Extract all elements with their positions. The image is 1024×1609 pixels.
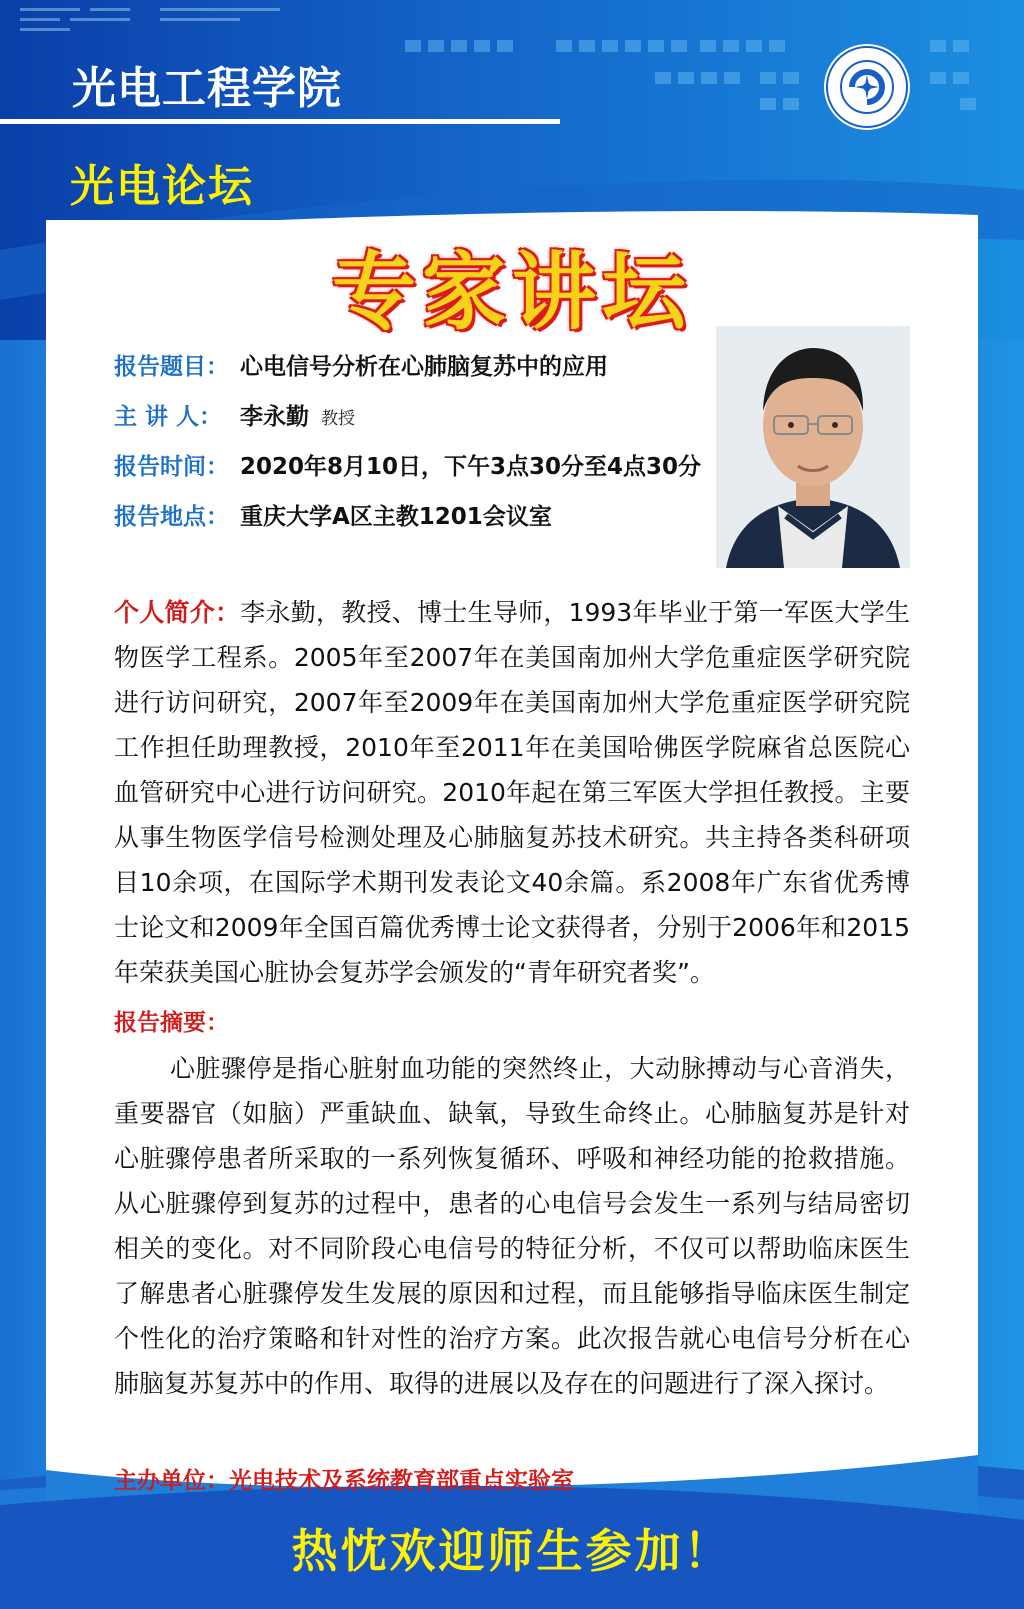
info-row-place <box>114 498 701 548</box>
place-value: 重庆大学A区主教1201会议室 <box>240 504 552 530</box>
topic-value: 心电信号分析在心肺脑复苏中的应用 <box>240 354 608 380</box>
speaker-value: 李永勤 <box>240 404 309 430</box>
bio-text: 李永勤，教授、博士生导师，1993年毕业于第一军医大学生物医学工程系。2005年至2007年在美国南加州大学危重症医学研究院进行访问研究，2007年至2009年在美国南加州大学危重症医学研究院工作担任助理教授，2010年至2011年在美国哈佛医学院麻省总医院心血管研究中心进行访问研究。2010年起在第三军医大学担任教授。主要从事生物医学信号检测处理及心肺脑复苏技术研究。共主持各类科研项目10余项，在国际学术期刊发表论文40余篇。系2008年广东省优秀博士论文和2009年全国百篇优秀博士论文获得者，分别于2006年和2015年荣获美国心脏协会复苏学会颁发的“青年研究者奖”。 <box>114 598 910 987</box>
host-name: 光电技术及系统教育部重点实验室 <box>229 1468 574 1494</box>
info-row-topic <box>114 348 701 398</box>
time-label: 报告时间： <box>114 454 229 480</box>
header-divider <box>0 119 560 124</box>
time-value: 2020年8月10日，下午3点30分至4点30分 <box>240 454 702 480</box>
host-label: 主办单位： <box>114 1468 229 1494</box>
abstract-label: 报告摘要： <box>114 1010 229 1036</box>
topic-label: 报告题目： <box>114 354 229 380</box>
speaker-portrait-icon <box>716 326 910 568</box>
welcome-message: 热忱欢迎师生参加！ <box>291 1524 733 1578</box>
place-label: 报告地点： <box>114 504 229 530</box>
forum-name: 光电论坛 <box>70 161 254 212</box>
host-line <box>114 1462 574 1495</box>
college-seal-icon <box>822 42 912 132</box>
page-title: 专家讲坛 <box>331 242 692 341</box>
speaker-title: 教授 <box>321 409 355 429</box>
info-row-time <box>114 448 701 498</box>
speaker-label: 主 讲 人： <box>114 404 223 430</box>
bio-label: 个人简介： <box>114 598 241 627</box>
bio-section <box>114 590 910 995</box>
department-name: 光电工程学院 <box>72 63 342 114</box>
info-row-speaker <box>114 398 701 448</box>
speaker-photo <box>716 326 910 568</box>
abstract-text: 心脏骤停是指心脏射血功能的突然终止，大动脉搏动与心音消失，重要器官（如脑）严重缺血、缺氧，导致生命终止。心肺脑复苏是针对心脏骤停患者所采取的一系列恢复循环、呼吸和神经功能的抢救措施。从心脏骤停到复苏的过程中，患者的心电信号会发生一系列与结局密切相关的变化。对不同阶段心电信号的特征分析，不仅可以帮助临床医生了解患者心脏骤停发生发展的原因和过程，而且能够指导临床医生制定个性化的治疗策略和针对性的治疗方案。此次报告就心电信号分析在心肺脑复苏复苏中的作用、取得的进展以及存在的问题进行了深入探讨。 <box>114 1054 910 1398</box>
talk-info <box>114 348 701 548</box>
